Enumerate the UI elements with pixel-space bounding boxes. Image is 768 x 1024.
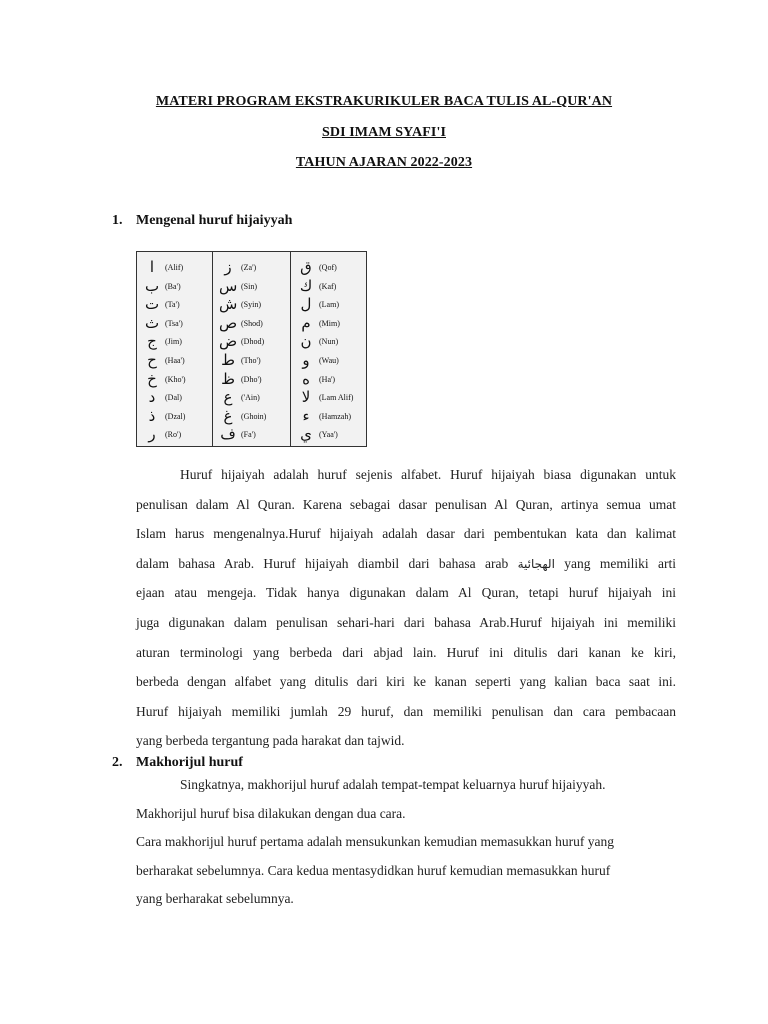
letter-name: (Sin) [241, 281, 257, 291]
letter-entry [291, 258, 366, 277]
letter-entry [291, 407, 366, 426]
paragraph-line: Huruf hijaiyah adalah huruf sejenis alfabet. Huruf hijaiyah biasa digunakan untuk [180, 467, 676, 482]
paragraph-line: aturan terminologi yang berbeda dari abjad lain. Huruf ini ditulis dari kanan ke kiri, [136, 644, 676, 660]
letter-entry [213, 314, 290, 333]
letter-entry [137, 370, 212, 389]
arabic-letter: ف [220, 425, 236, 444]
paragraph-line: Singkatnya, makhorijul huruf adalah tempat-tempat keluarnya huruf hijaiyyah. [180, 777, 606, 792]
letter-name: (Hamzah) [319, 411, 351, 421]
letter-entry [137, 388, 212, 407]
section-1-title: Mengenal huruf hijaiyyah [136, 213, 293, 228]
letter-entry [291, 332, 366, 351]
arabic-letter: ب [144, 276, 160, 295]
paragraph-line: yang berharakat sebelumnya. [136, 891, 294, 906]
document-title-line-2: SDI IMAM SYAFI'I [322, 125, 446, 140]
paragraph-line: berbeda dengan alfabet yang ditulis dari kiri ke kanan seperti yang kalian baca saat ini. [136, 674, 676, 690]
letter-name: (Haa') [165, 356, 185, 365]
letter-column-1 [137, 252, 213, 446]
letter-name: (Ba') [165, 281, 181, 291]
letter-name: (Dho') [241, 374, 262, 384]
section-2-title: Makhorijul huruf [136, 755, 243, 770]
letter-name: (Ghoin) [241, 411, 267, 421]
hijaiyah-letter-table [136, 251, 367, 447]
arabic-letter: خ [147, 369, 157, 388]
arabic-letter: غ [223, 406, 233, 425]
letter-entry [137, 295, 212, 314]
letter-entry [291, 351, 366, 370]
letter-column-2 [213, 252, 291, 446]
letter-name: (Alif) [165, 263, 184, 272]
paragraph-line: Makhorijul huruf bisa dilakukan dengan dua cara. [136, 805, 406, 821]
letter-entry [213, 407, 290, 426]
letter-entry [137, 407, 212, 426]
letter-name: (Ro') [165, 430, 182, 440]
letter-name: (Nun) [319, 337, 339, 347]
section-2-paragraph [136, 771, 696, 914]
section-1-heading [112, 213, 412, 233]
paragraph-line: Huruf hijaiyah memiliki jumlah 29 huruf, dan memiliki penulisan dan cara pembacaan [136, 703, 676, 719]
arabic-letter: ض [219, 332, 238, 351]
arabic-letter: ث [144, 313, 160, 332]
letter-entry [137, 351, 212, 370]
letter-name: (Wau) [319, 356, 339, 365]
arabic-letter: ظ [221, 369, 235, 388]
section-2-number: 2. [112, 755, 123, 770]
paragraph-text: dalam bahasa Arab. Huruf hijaiyah diambil dari bahasa arab [136, 555, 509, 571]
section-1-paragraph [136, 460, 676, 756]
arabic-letter: ي [300, 425, 312, 444]
arabic-letter: ه [302, 369, 310, 388]
letter-name: (Fa') [241, 430, 256, 440]
arabic-letter: ذ [148, 406, 156, 425]
arabic-letter: ق [300, 258, 312, 276]
letter-name: (Syin) [241, 300, 261, 310]
paragraph-line: ejaan atau mengeja. Tidak hanya digunakan dalam Al Quran, tetapi huruf hijaiyah ini [136, 585, 676, 601]
section-1-number: 1. [112, 213, 123, 228]
letter-name: (Lam Alif) [319, 393, 354, 403]
arabic-letter: ط [221, 351, 235, 369]
letter-column-3 [291, 252, 366, 446]
letter-name: (Dhod) [241, 337, 265, 347]
letter-name: (Shod) [241, 318, 263, 328]
paragraph-line: Islam harus mengenalnya.Huruf hijaiyah adalah dasar dari pembentukan kata dan kalimat [136, 526, 676, 542]
letter-name: (Kaf) [319, 281, 337, 291]
arabic-letter: ت [144, 295, 160, 314]
letter-entry [137, 314, 212, 333]
letter-entry [291, 295, 366, 314]
arabic-letter: ا [149, 258, 155, 276]
letter-entry [213, 295, 290, 314]
arabic-letter: س [219, 276, 238, 295]
letter-entry [291, 388, 366, 407]
letter-entry [137, 258, 212, 277]
letter-name: (Qof) [319, 263, 337, 272]
letter-name: (Ha') [319, 374, 336, 384]
arabic-letter: ع [223, 388, 233, 407]
letter-name: (Ta') [165, 300, 180, 310]
letter-entry [213, 370, 290, 389]
letter-entry [213, 332, 290, 351]
letter-entry [213, 388, 290, 407]
letter-entry [213, 258, 290, 277]
document-title-line-3: TAHUN AJARAN 2022-2023 [295, 155, 473, 170]
letter-entry [137, 332, 212, 351]
arabic-letter: د [148, 388, 156, 407]
arabic-letter: ح [147, 351, 157, 369]
letter-name: (Jim) [165, 337, 182, 347]
letter-entry [291, 370, 366, 389]
letter-entry [213, 351, 290, 370]
letter-entry [213, 425, 290, 444]
letter-entry [137, 277, 212, 296]
arabic-letter: ء [302, 406, 310, 425]
arabic-letter: و [302, 351, 310, 369]
arabic-letter: م [301, 313, 311, 332]
letter-name: (Tho') [241, 356, 261, 365]
letter-entry [291, 277, 366, 296]
arabic-letter: ج [147, 332, 157, 351]
letter-entry [213, 277, 290, 296]
arabic-letter: ر [148, 425, 156, 444]
letter-name: (Yaa') [319, 430, 338, 440]
paragraph-line: juga digunakan dalam penulisan sehari-hari dari bahasa Arab.Huruf hijaiyah ini memiliki [136, 614, 676, 630]
letter-entry [291, 314, 366, 333]
letter-entry [137, 425, 212, 444]
letter-name: (Tsa') [165, 318, 183, 328]
letter-entry [291, 425, 366, 444]
arabic-letter: ل [300, 295, 312, 314]
letter-name: (Za') [241, 263, 257, 272]
arabic-term: الهجائية [517, 556, 555, 571]
letter-name: (Dzal) [165, 411, 186, 421]
paragraph-line [136, 549, 676, 579]
arabic-letter: ز [224, 258, 232, 276]
arabic-letter: لا [301, 388, 311, 407]
arabic-letter: ص [219, 313, 238, 332]
paragraph-line: yang berbeda tergantung pada harakat dan tajwid. [136, 733, 405, 749]
letter-name: (Lam) [319, 300, 339, 310]
arabic-letter: ن [300, 332, 312, 351]
arabic-letter: ك [299, 276, 313, 295]
letter-name: ('Ain) [241, 393, 260, 403]
letter-name: (Mim) [319, 318, 340, 328]
paragraph-line: Cara makhorijul huruf pertama adalah mensukunkan kemudian memasukkan huruf yang [136, 834, 614, 849]
letter-name: (Kho') [165, 374, 186, 384]
letter-name: (Dal) [165, 393, 182, 403]
document-title-line-1: MATERI PROGRAM EKSTRAKURIKULER BACA TULIS AL-QUR'AN [155, 94, 613, 109]
paragraph-line: penulisan dalam Al Quran. Karena sebagai dasar penulisan Al Quran, artinya semua umat [136, 496, 676, 512]
paragraph-line: berharakat sebelumnya. Cara kedua mentasydidkan huruf kemudian memasukkan huruf [136, 862, 611, 878]
arabic-letter: ش [219, 295, 238, 314]
paragraph-text: yang memiliki arti [564, 555, 676, 571]
